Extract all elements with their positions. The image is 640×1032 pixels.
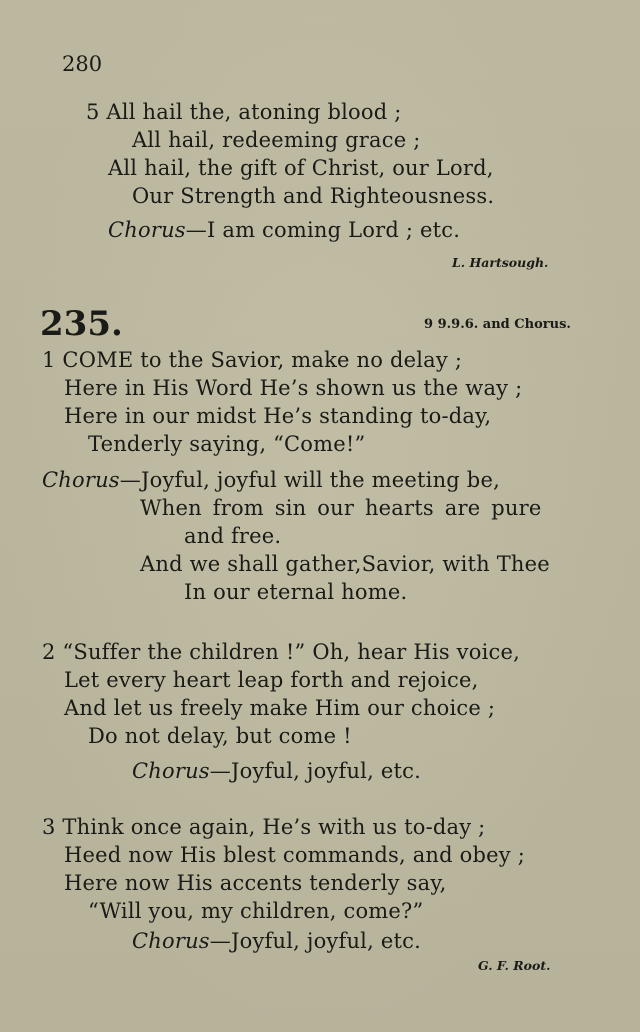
chorus-reference — [132, 757, 421, 785]
chorus-first-line — [42, 466, 500, 494]
verse-line: And let us freely make Him our choice ; — [64, 696, 496, 720]
verse-line: 3 Think once again, He’s with us to-day ; — [42, 815, 486, 839]
author-credit: G. F. Root. — [478, 958, 551, 973]
verse-line: All hail, redeeming grace ; — [132, 128, 421, 152]
verse-line: 2 “Suffer the children !” Oh, hear His voice, — [42, 640, 520, 664]
verse-line: Let every heart leap forth and rejoice, — [64, 668, 479, 692]
chorus-label: Chorus — [42, 468, 120, 492]
verse-line: Heed now His blest commands, and obey ; — [64, 843, 526, 867]
verse-line: Our Strength and Righteousness. — [132, 184, 495, 208]
verse-line: Here in our midst He’s standing to-day, — [64, 404, 492, 428]
chorus-label: Chorus — [132, 929, 210, 953]
chorus-reference — [108, 216, 460, 244]
chorus-text: —I am coming Lord ; etc. — [185, 218, 461, 242]
chorus-line: And we shall gather,Savior, with Thee — [140, 552, 550, 576]
verse-line: 5 All hail the, atoning blood ; — [86, 100, 402, 124]
hymn-meter: 9 9.9.6. and Chorus. — [424, 317, 571, 332]
chorus-line: In our eternal home. — [184, 580, 408, 604]
page-number: 280 — [62, 52, 103, 76]
verse-line: “Will you, my children, come?” — [88, 899, 424, 923]
chorus-label: Chorus — [132, 759, 210, 783]
verse-line: 1 COME to the Savior, make no delay ; — [42, 348, 463, 372]
verse-line: Here in His Word He’s shown us the way ; — [64, 376, 523, 400]
chorus-label: Chorus — [108, 218, 186, 242]
verse-line: Here now His accents tenderly say, — [64, 871, 447, 895]
hymn-number: 235. — [40, 304, 123, 344]
verse-line: All hail, the gift of Christ, our Lord, — [108, 156, 494, 180]
chorus-text: —Joyful, joyful, etc. — [209, 929, 421, 953]
chorus-line: and free. — [184, 524, 282, 548]
verse-line: Do not delay, but come ! — [88, 724, 352, 748]
chorus-reference — [132, 927, 421, 955]
chorus-text: —Joyful, joyful, etc. — [209, 759, 421, 783]
verse-line: Tenderly saying, “Come!” — [88, 432, 366, 456]
author-credit: L. Hartsough. — [452, 255, 549, 270]
chorus-line: When from sin our hearts are pure — [140, 496, 542, 520]
chorus-text: —Joyful, joyful will the meeting be, — [119, 468, 500, 492]
